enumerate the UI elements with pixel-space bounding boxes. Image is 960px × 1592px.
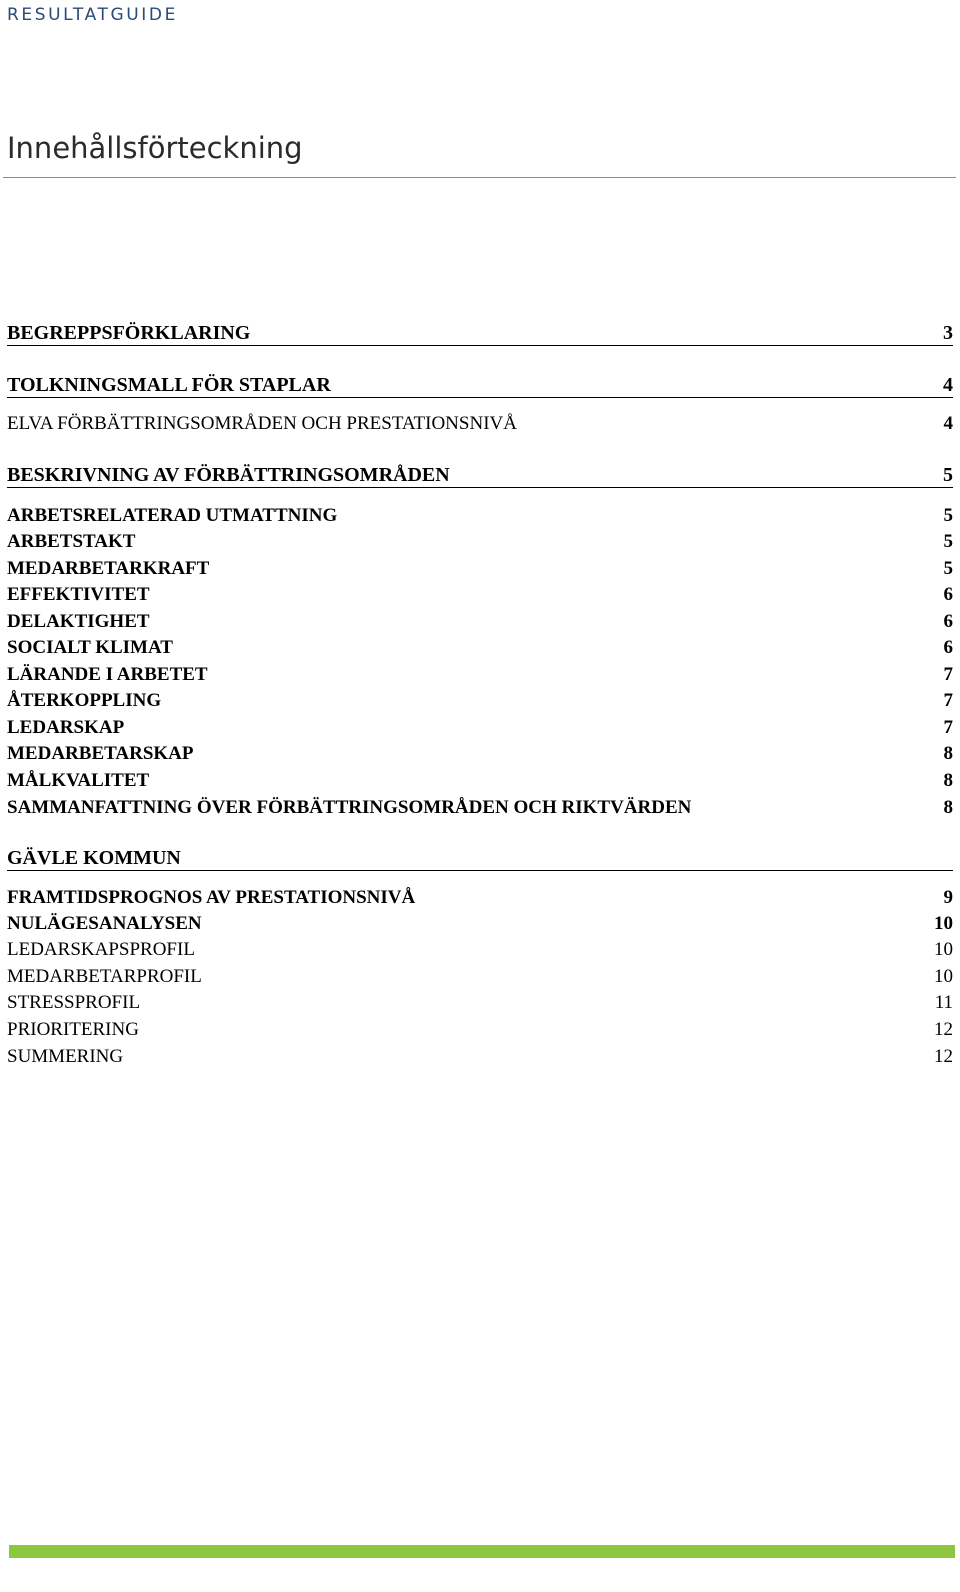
toc-entry-summering[interactable] [7, 1044, 953, 1070]
toc-entry-label: MEDARBETARPROFIL [7, 966, 202, 987]
toc-entry-delaktighet[interactable] [7, 609, 953, 635]
toc-entry-label: BEGREPPSFÖRKLARING [7, 322, 251, 344]
toc-entry-label: MÅLKVALITET [7, 770, 150, 791]
toc-entry-label: SOCIALT KLIMAT [7, 637, 173, 658]
toc-entry-malkvalitet[interactable] [7, 768, 953, 794]
toc-entry-label: ELVA FÖRBÄTTRINGSOMRÅDEN OCH PRESTATIONSNIVÅ [7, 413, 517, 434]
toc-entry-nulagesanalysen[interactable] [7, 911, 953, 937]
toc-entry-label: EFFEKTIVITET [7, 584, 150, 605]
toc-entry-label: MEDARBETARSKAP [7, 743, 194, 764]
toc-entry-page-number: 7 [943, 717, 953, 738]
toc-entry-ledarskapsprofil[interactable] [7, 937, 953, 963]
toc-entry-page-number: 11 [934, 992, 953, 1013]
toc-entry-sammanfattning[interactable] [7, 795, 953, 821]
toc-entry-beskrivning[interactable] [7, 462, 953, 488]
document-header-label: RESULTATGUIDE [7, 5, 178, 25]
toc-entry-label: NULÄGESANALYSEN [7, 913, 202, 934]
toc-entry-page-number: 5 [943, 505, 953, 526]
toc-entry-label: FRAMTIDSPROGNOS AV PRESTATIONSNIVÅ [7, 887, 416, 908]
page-title: Innehållsförteckning [7, 131, 303, 165]
toc-entry-label: ÅTERKOPPLING [7, 690, 162, 711]
toc-entry-larande-i-arbetet[interactable] [7, 662, 953, 688]
toc-entry-ledarskap[interactable] [7, 715, 953, 741]
toc-entry-page-number: 3 [943, 322, 953, 344]
toc-entry-prioritering[interactable] [7, 1017, 953, 1043]
toc-entry-label: ARBETSRELATERAD UTMATTNING [7, 505, 338, 526]
toc-entry-page-number: 4 [943, 413, 953, 434]
toc-entry-label: SUMMERING [7, 1046, 124, 1067]
toc-entry-page-number: 5 [943, 558, 953, 579]
toc-entry-label: TOLKNINGSMALL FÖR STAPLAR [7, 374, 331, 396]
toc-entry-framtidsprognos[interactable] [7, 885, 953, 911]
toc-entry-aterkoppling[interactable] [7, 688, 953, 714]
toc-entry-label: SAMMANFATTNING ÖVER FÖRBÄTTRINGSOMRÅDEN OCH RIKTVÄRDEN [7, 797, 692, 818]
toc-entry-page-number: 5 [943, 464, 953, 486]
toc-entry-medarbetarkraft[interactable] [7, 556, 953, 582]
footer-accent-bar [9, 1545, 955, 1558]
toc-entry-stressprofil[interactable] [7, 990, 953, 1016]
toc-entry-page-number: 8 [943, 770, 953, 791]
toc-entry-page-number: 10 [934, 966, 953, 987]
toc-entry-page-number: 6 [943, 584, 953, 605]
toc-entry-gavle-kommun[interactable] [7, 845, 953, 871]
toc-entry-label: DELAKTIGHET [7, 611, 150, 632]
toc-entry-label: GÄVLE KOMMUN [7, 847, 181, 869]
toc-entry-page-number: 10 [934, 939, 953, 960]
toc-entry-tolkningsmall[interactable] [7, 372, 953, 398]
toc-entry-effektivitet[interactable] [7, 582, 953, 608]
toc-entry-label: BESKRIVNING AV FÖRBÄTTRINGSOMRÅDEN [7, 464, 450, 486]
toc-entry-label: MEDARBETARKRAFT [7, 558, 210, 579]
toc-entry-page-number: 12 [934, 1046, 953, 1067]
toc-entry-page-number: 12 [934, 1019, 953, 1040]
toc-entry-arbetsrelaterad-utmattning[interactable] [7, 503, 953, 529]
toc-entry-page-number: 7 [943, 690, 953, 711]
toc-entry-medarbetarskap[interactable] [7, 741, 953, 767]
toc-entry-medarbetarprofil[interactable] [7, 964, 953, 990]
toc-entry-label: LEDARSKAPSPROFIL [7, 939, 195, 960]
title-divider [3, 177, 956, 178]
toc-entry-begreppsforklaring[interactable] [7, 320, 953, 346]
toc-entry-page-number: 8 [943, 797, 953, 818]
toc-entry-label: PRIORITERING [7, 1019, 139, 1040]
toc-entry-page-number: 9 [943, 887, 953, 908]
toc-entry-elva-forbattringsomraden[interactable] [7, 411, 953, 437]
toc-entry-page-number: 10 [934, 913, 953, 934]
toc-entry-page-number: 6 [943, 611, 953, 632]
toc-entry-page-number: 4 [943, 374, 953, 396]
toc-entry-page-number: 8 [943, 743, 953, 764]
toc-entry-label: ARBETSTAKT [7, 531, 136, 552]
toc-entry-page-number: 6 [943, 637, 953, 658]
toc-entry-label: LÄRANDE I ARBETET [7, 664, 208, 685]
toc-entry-socialt-klimat[interactable] [7, 635, 953, 661]
toc-entry-arbetstakt[interactable] [7, 529, 953, 555]
toc-entry-label: LEDARSKAP [7, 717, 125, 738]
toc-entry-label: STRESSPROFIL [7, 992, 141, 1013]
toc-entry-page-number: 7 [943, 664, 953, 685]
toc-entry-page-number: 5 [943, 531, 953, 552]
